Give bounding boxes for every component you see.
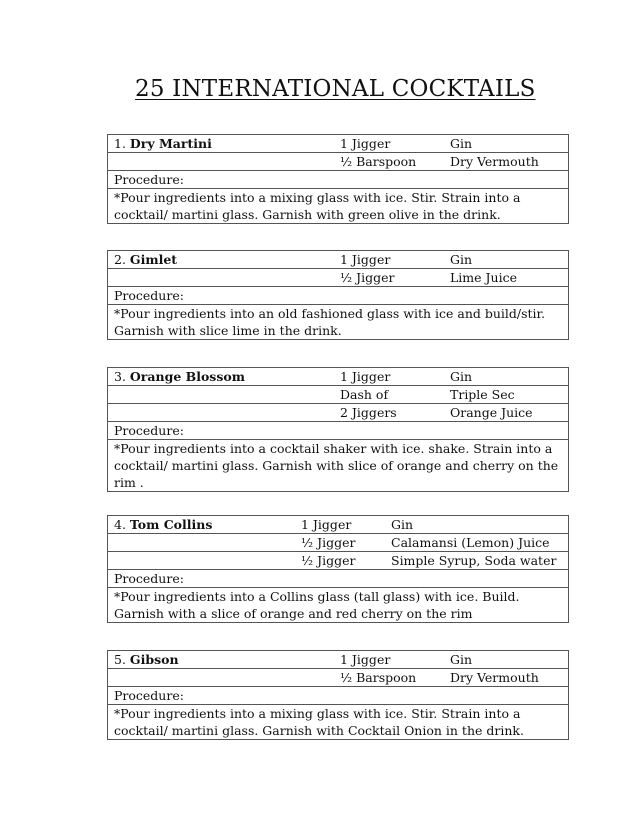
ingredient-row bbox=[108, 251, 568, 269]
ingredient-row bbox=[108, 534, 568, 552]
procedure-text: *Pour ingredients into a mixing glass with ice. Stir. Strain into a cocktail/ martini glass. Garnish with Cocktail Onion in the drink. bbox=[114, 706, 524, 738]
recipe-gibson bbox=[107, 650, 569, 740]
ingredient-qty: ½ Barspoon bbox=[340, 670, 417, 685]
ingredient-row bbox=[108, 552, 568, 570]
procedure-label: Procedure: bbox=[108, 570, 568, 588]
ingredient-row bbox=[108, 368, 568, 386]
ingredient-qty: ½ Jigger bbox=[301, 535, 356, 550]
ingredient-item: Calamansi (Lemon) Juice bbox=[391, 535, 550, 550]
procedure-label: Procedure: bbox=[108, 287, 568, 305]
recipe-name bbox=[114, 368, 245, 385]
recipe-name bbox=[114, 251, 177, 268]
procedure-text: *Pour ingredients into a cocktail shaker with ice. shake. Strain into a cocktail/ martini glass. Garnish with slice of orange and cherry on the rim . bbox=[114, 441, 559, 490]
procedure-row bbox=[108, 189, 568, 223]
recipe-title: Dry Martini bbox=[129, 136, 212, 151]
ingredient-row bbox=[108, 669, 568, 687]
ingredient-qty: 2 Jiggers bbox=[340, 405, 397, 420]
ingredient-qty: 1 Jigger bbox=[340, 369, 391, 384]
procedure-label: Procedure: bbox=[108, 422, 568, 440]
procedure-label: Procedure: bbox=[108, 171, 568, 189]
ingredient-item: Dry Vermouth bbox=[450, 670, 539, 685]
procedure-text: *Pour ingredients into an old fashioned glass with ice and build/stir. Garnish with slice lime in the drink. bbox=[114, 306, 546, 338]
recipe-name bbox=[114, 135, 212, 152]
recipe-tom-collins bbox=[107, 515, 569, 623]
procedure-row bbox=[108, 705, 568, 739]
recipe-number: 4. bbox=[114, 517, 126, 532]
ingredient-qty: 1 Jigger bbox=[340, 652, 391, 667]
recipe-title: Gimlet bbox=[129, 252, 178, 267]
ingredient-qty: Dash of bbox=[340, 387, 389, 402]
recipe-name bbox=[114, 651, 179, 668]
ingredient-row bbox=[108, 269, 568, 287]
recipe-number: 1. bbox=[114, 136, 126, 151]
recipe-title: Orange Blossom bbox=[129, 369, 245, 384]
ingredient-qty: ½ Jigger bbox=[340, 270, 395, 285]
ingredient-item: Gin bbox=[450, 252, 473, 267]
ingredient-row bbox=[108, 651, 568, 669]
ingredient-qty: 1 Jigger bbox=[340, 252, 391, 267]
ingredient-row bbox=[108, 386, 568, 404]
procedure-row bbox=[108, 588, 568, 622]
recipe-name bbox=[114, 516, 212, 533]
recipe-dry-martini bbox=[107, 134, 569, 224]
ingredient-qty: ½ Barspoon bbox=[340, 154, 417, 169]
procedure-row bbox=[108, 305, 568, 339]
ingredient-item: Gin bbox=[391, 517, 414, 532]
ingredient-row bbox=[108, 153, 568, 171]
recipe-title: Tom Collins bbox=[129, 517, 213, 532]
procedure-row bbox=[108, 440, 568, 491]
ingredient-item: Gin bbox=[450, 136, 473, 151]
recipe-gimlet bbox=[107, 250, 569, 340]
ingredient-qty: 1 Jigger bbox=[301, 517, 352, 532]
ingredient-row bbox=[108, 516, 568, 534]
ingredient-item: Triple Sec bbox=[450, 387, 515, 402]
ingredient-qty: 1 Jigger bbox=[340, 136, 391, 151]
ingredient-item: Simple Syrup, Soda water bbox=[391, 553, 557, 568]
recipe-title: Gibson bbox=[129, 652, 179, 667]
ingredient-qty: ½ Jigger bbox=[301, 553, 356, 568]
ingredient-item: Dry Vermouth bbox=[450, 154, 539, 169]
ingredient-item: Lime Juice bbox=[450, 270, 517, 285]
recipe-number: 3. bbox=[114, 369, 126, 384]
recipe-orange-blossom bbox=[107, 367, 569, 492]
recipe-number: 2. bbox=[114, 252, 126, 267]
procedure-label: Procedure: bbox=[108, 687, 568, 705]
ingredient-row bbox=[108, 135, 568, 153]
ingredient-row bbox=[108, 404, 568, 422]
recipe-number: 5. bbox=[114, 652, 126, 667]
ingredient-item: Orange Juice bbox=[450, 405, 533, 420]
ingredient-item: Gin bbox=[450, 652, 473, 667]
ingredient-item: Gin bbox=[450, 369, 473, 384]
procedure-text: *Pour ingredients into a mixing glass with ice. Stir. Strain into a cocktail/ martini glass. Garnish with green olive in the drink. bbox=[114, 190, 521, 222]
page-title: 25 INTERNATIONAL COCKTAILS bbox=[135, 76, 536, 102]
procedure-text: *Pour ingredients into a Collins glass (tall glass) with ice. Build. Garnish with a slice of orange and red cherry on the rim bbox=[114, 589, 520, 621]
